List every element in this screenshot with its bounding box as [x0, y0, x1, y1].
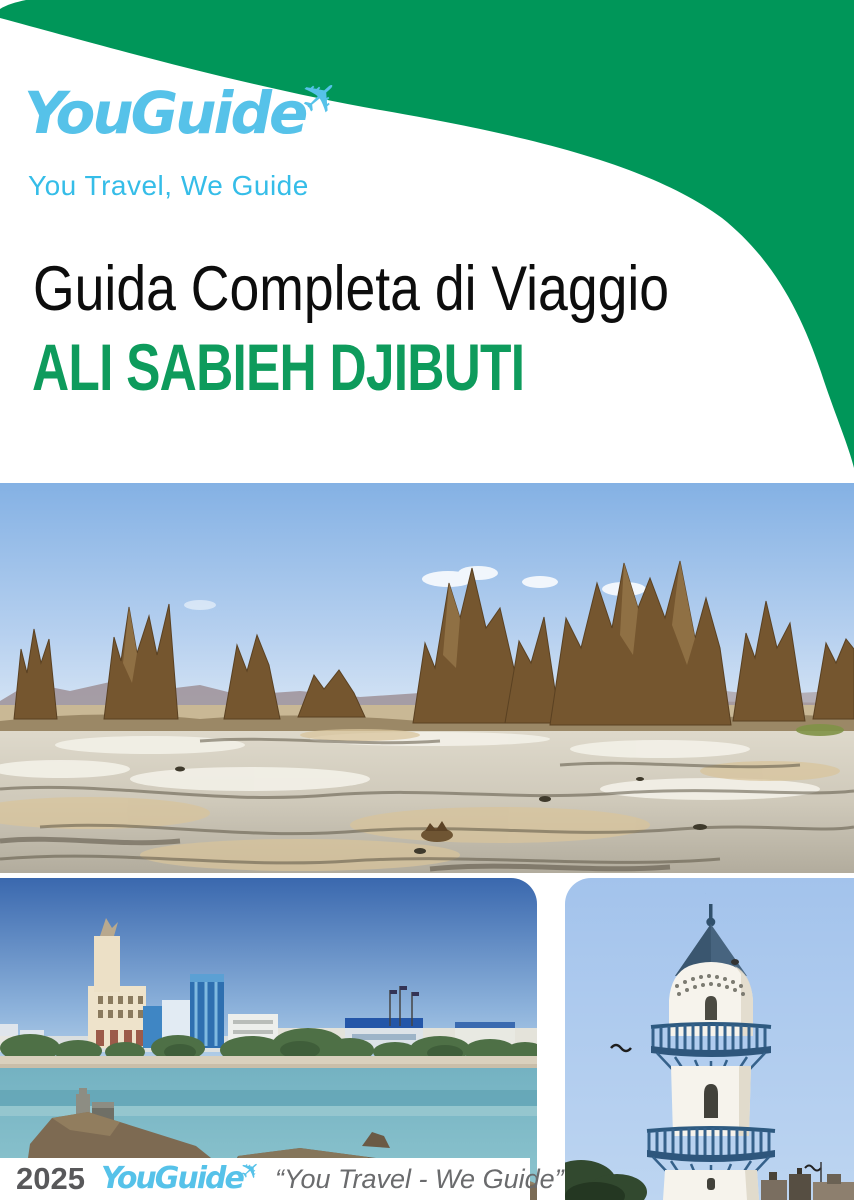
brand-logo: [24, 64, 353, 147]
lake-abbe-illustration: [0, 483, 854, 873]
footer-quote: “You Travel - We Guide”: [275, 1163, 564, 1194]
photo-minaret: [565, 878, 854, 1200]
footer-year: 2025: [16, 1161, 85, 1196]
plane-icon: ✈: [288, 64, 353, 130]
photo-city-waterfront: [0, 878, 537, 1200]
footer-brand-logo: [100, 1154, 267, 1196]
footer-bar: [0, 1154, 564, 1200]
brand-logo-text: YouGuide: [24, 79, 306, 147]
photo-lake-abbe: [0, 483, 854, 873]
green-wave-header: [0, 0, 854, 483]
footer-brand-logo-text: YouGuide: [100, 1161, 243, 1196]
city-waterfront-illustration: [0, 878, 537, 1200]
minaret-illustration: [565, 878, 854, 1200]
brand-tagline: You Travel, We Guide: [28, 170, 309, 201]
footer-plane-icon: ✈: [233, 1154, 267, 1188]
destination-title: ALI SABIEH DJIBUTI: [32, 330, 525, 404]
guide-title: Guida Completa di Viaggio: [33, 254, 670, 324]
